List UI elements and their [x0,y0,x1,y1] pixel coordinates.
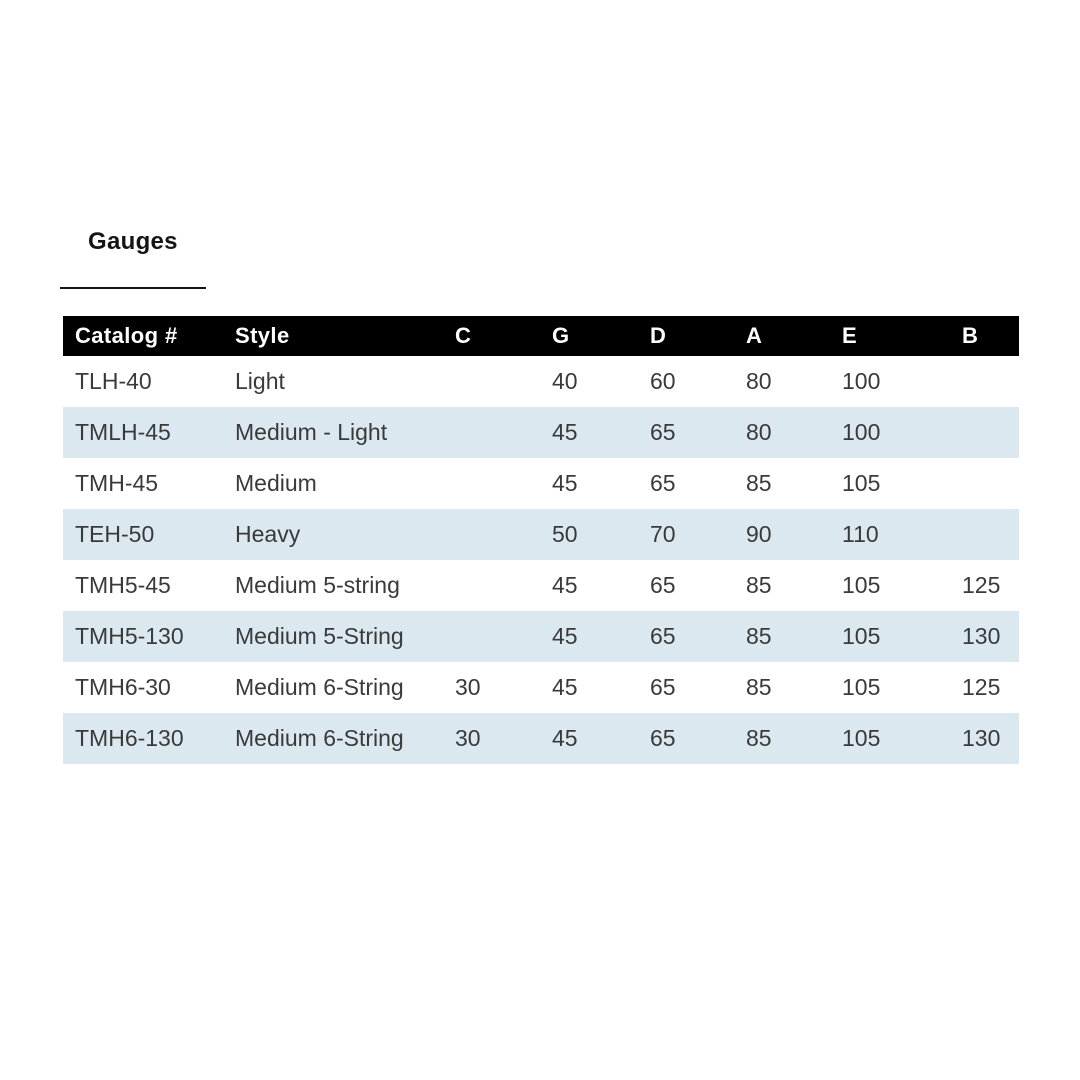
table-row [63,458,1019,509]
table-cell-g: 45 [552,725,578,751]
table-cell-a: 85 [746,572,772,598]
table-cell-b [950,509,1019,560]
table-cell-style: Heavy [235,521,301,547]
table-cell-d: 70 [650,521,676,547]
column-header-e: E [830,316,950,356]
table-row [63,407,1019,458]
table-cell-style: Light [235,368,285,394]
table-row [63,611,1019,662]
table-cell-d: 65 [650,623,676,649]
page-title: Gauges [88,228,178,255]
table-cell-a: 85 [746,470,772,496]
table-cell-d: 65 [650,572,676,598]
table-cell-b: 130 [962,623,1001,649]
table-cell-e: 105 [842,674,881,700]
table-cell-e: 100 [842,419,881,445]
table-cell-a: 85 [746,623,772,649]
table-row [63,509,1019,560]
table-cell-catalog: TMH5-130 [75,623,184,649]
table-cell-style: Medium [235,470,317,496]
table-header-row [63,316,1019,356]
table-cell-g: 45 [552,470,578,496]
table-cell-b [950,356,1019,407]
table-cell-style: Medium 6-String [235,674,404,700]
table-cell-g: 45 [552,572,578,598]
table-body [63,356,1019,764]
table-cell-catalog: TMH-45 [75,470,159,496]
table-cell-c [443,407,540,458]
table-cell-e: 105 [842,470,881,496]
table-cell-d: 60 [650,368,676,394]
table-cell-style: Medium - Light [235,419,388,445]
table-cell-c [443,356,540,407]
table-cell-c: 30 [455,674,481,700]
table-cell-e: 105 [842,623,881,649]
table-row [63,560,1019,611]
table-cell-c [443,458,540,509]
table-cell-catalog: TMH6-130 [75,725,184,751]
table-cell-b: 125 [962,674,1001,700]
table-row [63,713,1019,764]
table-cell-d: 65 [650,674,676,700]
table-row [63,356,1019,407]
table-cell-style: Medium 5-String [235,623,404,649]
table-cell-a: 90 [746,521,772,547]
table-cell-c [443,611,540,662]
table-cell-g: 50 [552,521,578,547]
table-cell-style: Medium 6-String [235,725,404,751]
gauges-table [63,316,1019,764]
table-cell-d: 65 [650,725,676,751]
table-cell-catalog: TEH-50 [75,521,155,547]
table-cell-g: 45 [552,623,578,649]
table-cell-b: 125 [962,572,1001,598]
table-cell-b: 130 [962,725,1001,751]
column-header-a: A [734,316,830,356]
table-cell-a: 80 [746,419,772,445]
table-cell-g: 45 [552,674,578,700]
table-cell-a: 85 [746,674,772,700]
table-cell-e: 100 [842,368,881,394]
table-cell-b [950,458,1019,509]
column-header-g: G [540,316,638,356]
table-cell-a: 85 [746,725,772,751]
table-cell-e: 105 [842,725,881,751]
column-header-catalog: Catalog # [63,316,223,356]
table-cell-c: 30 [455,725,481,751]
table-cell-e: 105 [842,572,881,598]
table-row [63,662,1019,713]
table-cell-e: 110 [842,521,879,547]
table-cell-catalog: TMH5-45 [75,572,171,598]
table-cell-catalog: TMLH-45 [75,419,171,445]
table-cell-catalog: TMH6-30 [75,674,171,700]
column-header-c: C [443,316,540,356]
table-cell-g: 40 [552,368,578,394]
table-cell-d: 65 [650,470,676,496]
table-cell-style: Medium 5-string [235,572,400,598]
title-underline [60,287,206,289]
table-cell-a: 80 [746,368,772,394]
table-cell-c [443,560,540,611]
table-cell-g: 45 [552,419,578,445]
column-header-style: Style [223,316,443,356]
table-cell-d: 65 [650,419,676,445]
table-cell-c [443,509,540,560]
column-header-d: D [638,316,734,356]
table-cell-b [950,407,1019,458]
table-cell-catalog: TLH-40 [75,368,152,394]
column-header-b: B [950,316,1019,356]
